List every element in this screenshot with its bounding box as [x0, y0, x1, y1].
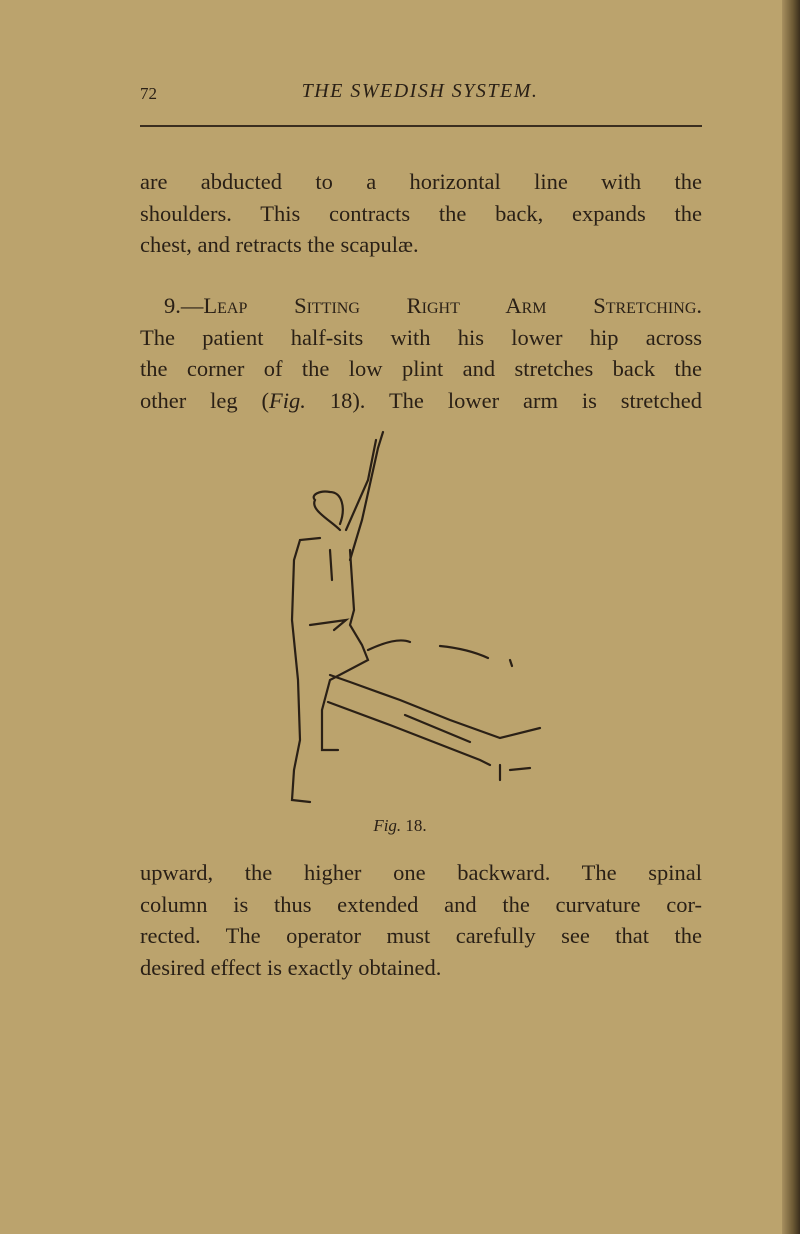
body-left-outline	[292, 538, 320, 802]
text-line: shoulders. This contracts the back, expands the	[140, 200, 702, 226]
running-title: THE SWEDISH SYSTEM.	[301, 80, 539, 102]
text-line: The patient half-sits with his lower hip across	[140, 324, 702, 350]
raised-arm	[350, 432, 383, 560]
running-header	[140, 80, 700, 110]
text-line: chest, and retracts the scapulæ.	[140, 232, 419, 257]
section-heading: Leap Sitting Right Arm Stretching.	[203, 293, 702, 318]
figure-caption	[0, 816, 800, 836]
text-line: desired effect is exactly obtained.	[140, 954, 442, 980]
caption-label: Fig.	[373, 816, 402, 835]
figure-18-illustration	[250, 420, 570, 810]
caption-number: 18.	[405, 816, 427, 835]
paragraph-1	[140, 166, 702, 261]
header-rule	[140, 125, 702, 127]
page-number: 72	[140, 84, 157, 103]
text-line	[140, 385, 702, 417]
paragraph-2	[140, 290, 702, 416]
text-line: rected. The operator must carefully see that the	[140, 923, 702, 948]
text-line: are abducted to a horizontal line with the	[140, 169, 702, 194]
figure-reference: Fig.	[269, 387, 306, 413]
section-heading-line	[140, 290, 702, 322]
text-line: the corner of the low plint and stretches back the	[140, 356, 702, 381]
paragraph-3	[140, 857, 702, 983]
text-line: upward, the higher one backward. The spinal	[140, 860, 702, 885]
text-line: column is thus extended and the curvature cor-	[140, 891, 702, 917]
text-fragment: other leg (	[140, 387, 270, 413]
text-fragment: 18). The lower arm is stretched	[305, 387, 702, 413]
section-number: 9.—	[164, 293, 204, 318]
head	[314, 492, 343, 530]
book-edge-shadow	[782, 0, 800, 1234]
